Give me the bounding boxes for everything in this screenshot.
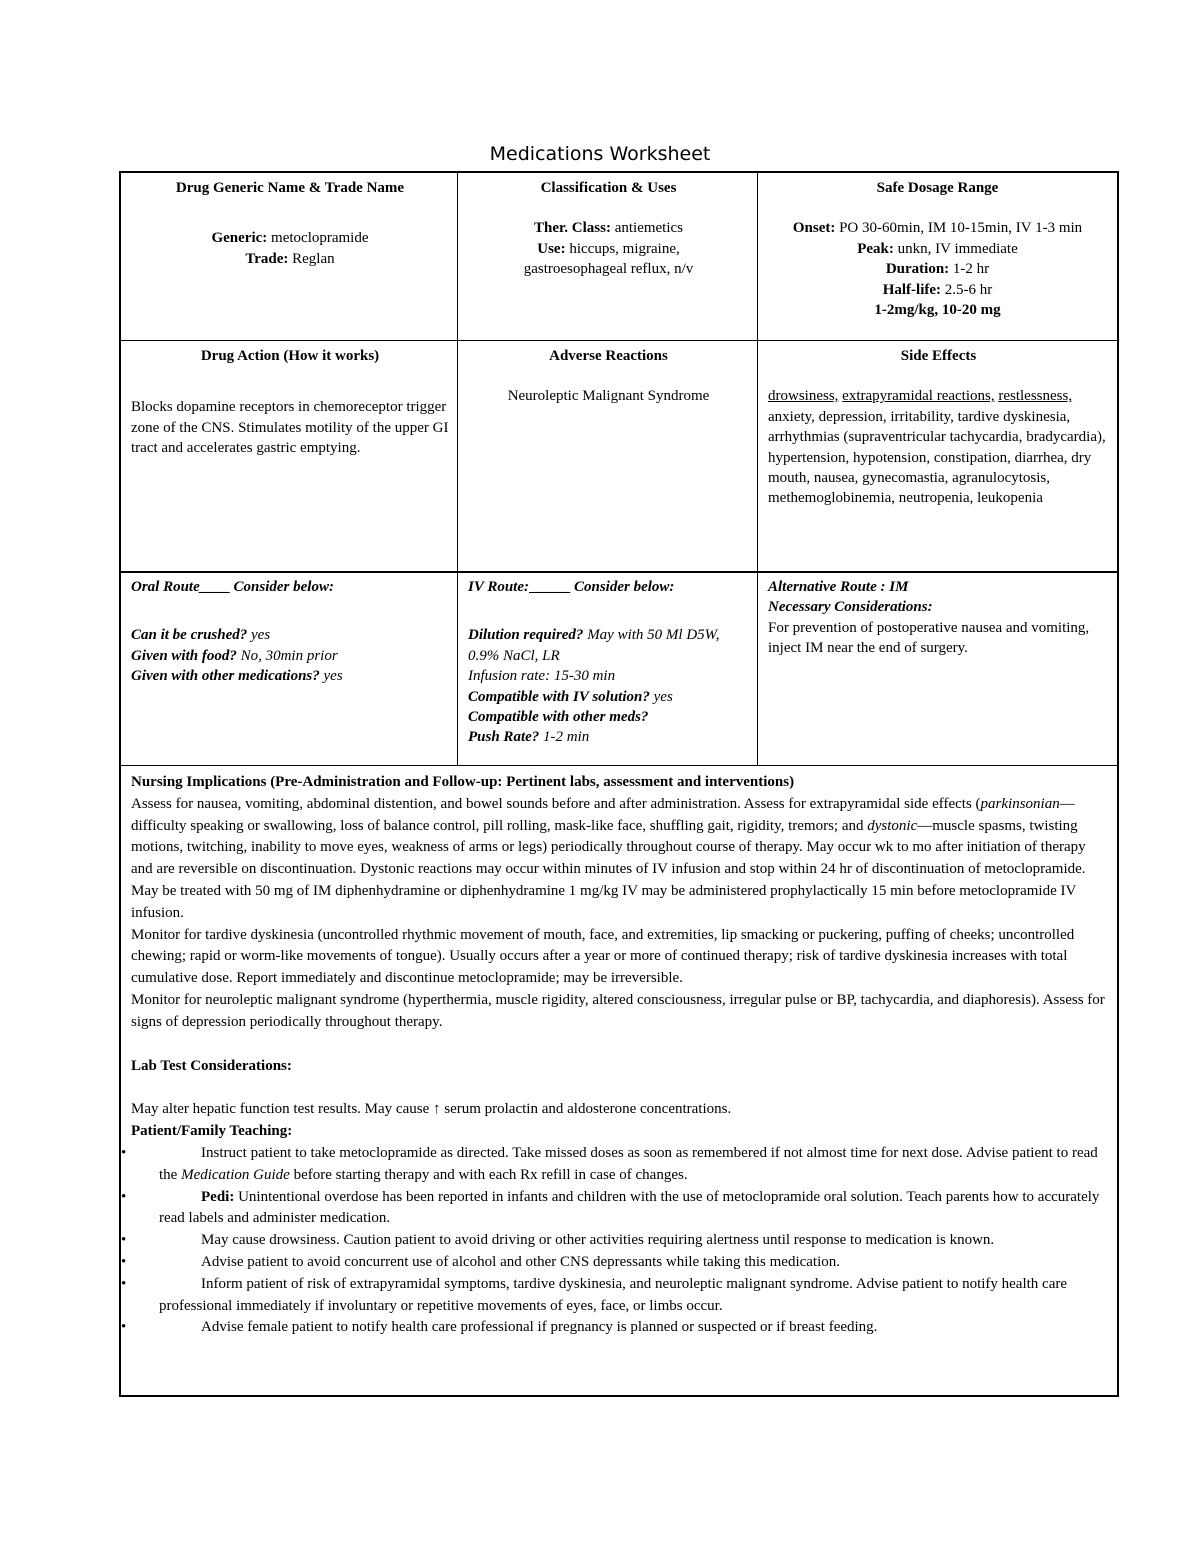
bullet: •: [121, 1232, 127, 1249]
teaching-text: Advise patient to avoid concurrent use of alcohol and other CNS depressants while taking this medication.: [201, 1253, 841, 1270]
page-title: Medications Worksheet: [489, 143, 711, 165]
iv-route-cell: [458, 572, 757, 765]
side-effect-underlined: drowsiness,: [768, 388, 839, 405]
list-item: [121, 1187, 1111, 1231]
lab-text: May alter hepatic function test results. May cause ↑ serum prolactin and aldosterone concentrations.: [131, 1101, 732, 1118]
cell-header: Adverse Reactions: [549, 348, 668, 364]
adverse-reactions-text: Neuroleptic Malignant Syndrome: [507, 388, 710, 405]
consider-below: Consider below:: [570, 579, 675, 595]
compat-iv-value: yes: [649, 688, 673, 705]
halflife-value: 2.5-6 hr: [941, 281, 993, 298]
meds-value: yes: [319, 668, 343, 685]
list-item: [121, 1230, 1111, 1252]
dilution-label: Dilution required?: [468, 627, 584, 644]
iv-route-blank: _____: [529, 579, 571, 595]
onset-label: Onset:: [792, 220, 836, 237]
consider-below: Consider below:: [229, 579, 334, 595]
meds-label: Given with other medications?: [131, 668, 320, 685]
duration-value: 1-2 hr: [949, 261, 990, 278]
classification-cell: [458, 173, 757, 340]
row-divider: [121, 765, 1117, 766]
bullet: •: [121, 1253, 127, 1270]
nursing-text: Assess for nausea, vomiting, abdominal distention, and bowel sounds before and after administration. Assess for extrapyramidal side effects (: [131, 795, 981, 812]
medication-table: [119, 171, 1119, 1397]
side-effects-cell: [758, 341, 1117, 571]
adverse-reactions-cell: [458, 341, 757, 571]
list-item: [121, 1252, 1111, 1274]
alternative-route-label: Alternative Route : IM: [768, 579, 909, 595]
cell-header: Side Effects: [900, 348, 977, 364]
nursing-text: —difficulty speaking or swallowing, loss of balance control, pill rolling, mask-like face, shuffling gait, rigidity, tremors; and: [131, 795, 1075, 834]
push-value: 1-2 min: [539, 729, 590, 746]
alternative-route-text: For prevention of postoperative nausea and vomiting, inject IM near the end of surgery.: [768, 619, 1090, 657]
nursing-term: dystonic: [867, 817, 918, 834]
crush-label: Can it be crushed?: [131, 627, 248, 644]
infusion-rate: Infusion rate: 15-30 min: [468, 668, 616, 685]
use-value: hiccups, migraine,: [565, 240, 680, 257]
teaching-text: before starting therapy and with each Rx refill in case of changes.: [289, 1166, 688, 1183]
nursing-text: Monitor for neuroleptic malignant syndrome (hyperthermia, muscle rigidity, altered consciousness, irregular pulse or BP, tachycardia, and diaphoresis). Assess for signs of depression periodically throughout therapy.: [131, 991, 1105, 1030]
cell-header: Drug Generic Name & Trade Name: [175, 180, 405, 196]
teaching-text: May cause drowsiness. Caution patient to avoid driving or other activities requiring alertness until response to medication is known.: [201, 1232, 995, 1249]
lab-header: Lab Test Considerations:: [131, 1057, 292, 1074]
drug-action-cell: [121, 341, 457, 571]
dilution-value: May with 50 Ml D5W, 0.9% NaCl, LR: [468, 627, 720, 664]
generic-label: Generic:: [211, 230, 268, 247]
food-label: Given with food?: [131, 647, 237, 664]
trade-label: Trade:: [245, 250, 289, 267]
bullet: •: [121, 1275, 127, 1292]
oral-route-cell: [121, 572, 457, 765]
teaching-text: Advise female patient to notify health care professional if pregnancy is planned or suspected or if breast feeding.: [201, 1319, 878, 1336]
nursing-text: Monitor for tardive dyskinesia (uncontrolled rhythmic movement of mouth, face, and extremities, lip smacking or puckering, puffing of cheeks; uncontrolled chewing; rapid or worm-like movements of tongue). Usually occurs after a year or more of continued therapy; risk of tardive dyskinesia increases with total cumulative dose. Report immediately and discontinue metoclopramide; may be irreversible.: [131, 926, 1075, 987]
crush-value: yes: [247, 627, 271, 644]
peak-label: Peak:: [857, 240, 894, 257]
teaching-term: Medication Guide: [181, 1166, 290, 1183]
peak-value: unkn, IV immediate: [893, 240, 1018, 257]
use-value-continued: gastroesophageal reflux, n/v: [523, 261, 694, 278]
use-label: Use:: [537, 240, 566, 257]
trade-value: Reglan: [288, 250, 335, 267]
bullet: •: [121, 1144, 127, 1161]
iv-route-label: IV Route:: [468, 579, 529, 595]
pedi-label: Pedi:: [201, 1188, 235, 1205]
nursing-header: Nursing Implications (Pre-Administration and Follow-up: Pertinent labs, assessment and interventions): [131, 774, 795, 790]
drug-action-text: Blocks dopamine receptors in chemoreceptor trigger zone of the CNS. Stimulates motility of the upper GI tract and accelerates gastric emptying.: [131, 399, 449, 457]
teaching-text: Inform patient of risk of extrapyramidal symptoms, tardive dyskinesia, and neuroleptic malignant syndrome. Advise patient to notify health care professional immediately if involuntary or repetitive movements of eyes, face, or limbs occur.: [159, 1275, 1068, 1314]
necessary-considerations-label: Necessary Considerations:: [768, 599, 933, 616]
bullet: •: [121, 1319, 127, 1336]
oral-route-label: Oral Route: [131, 579, 200, 595]
nursing-implications-cell: [121, 767, 1117, 1395]
onset-value: PO 30-60min, IM 10-15min, IV 1-3 min: [835, 220, 1083, 237]
dosage-cell: [758, 173, 1117, 340]
compat-meds-label: Compatible with other meds?: [468, 709, 649, 726]
list-item: [121, 1317, 1111, 1339]
teaching-list: [121, 1143, 1111, 1339]
teaching-header: Patient/Family Teaching:: [131, 1123, 293, 1140]
duration-label: Duration:: [885, 261, 950, 278]
cell-header: Classification & Uses: [540, 180, 677, 196]
oral-route-blank: ____: [199, 579, 230, 595]
compat-iv-label: Compatible with IV solution?: [468, 688, 650, 705]
class-label: Ther. Class:: [533, 220, 611, 237]
side-effect-underlined: extrapyramidal reactions,: [842, 388, 995, 405]
food-value: No, 30min prior: [236, 647, 338, 664]
list-item: [121, 1143, 1111, 1187]
dose-value: 1-2mg/kg, 10-20 mg: [874, 302, 1001, 319]
teaching-text: Instruct patient to take metoclopramide as directed. Take missed doses as soon as remembered if not almost time for next dose. Advise patient to read the: [159, 1144, 1098, 1183]
alternative-route-cell: [758, 572, 1117, 765]
side-effects-text: anxiety, depression, irritability, tardive dyskinesia, arrhythmias (supraventricular tachycardia, bradycardia), hypertension, hypotension, constipation, diarrhea, dry mouth, nausea, gynecomastia, agranulocytosis, methemoglobinemia, neutropenia, leukopenia: [768, 408, 1106, 507]
bullet: •: [121, 1188, 127, 1205]
nursing-term: parkinsonian: [980, 795, 1060, 812]
class-value: antiemetics: [610, 220, 684, 237]
list-item: [121, 1274, 1111, 1318]
side-effect-underlined: restlessness,: [998, 388, 1073, 405]
nursing-text: —muscle spasms, twisting motions, twitching, inability to move eyes, weakness of arms or legs) periodically throughout course of therapy. May occur wk to mo after initiation of therapy and are reversible on discontinuation. Dystonic reactions may occur within minutes of IV infusion and stop within 24 hr of discontinuation of metoclopramide. May be treated with 50 mg of IM diphenhydramine or diphenhydramine 1 mg/kg IV may be administered prophylactically 15 min before metoclopramide IV infusion.: [131, 817, 1086, 921]
cell-header: Safe Dosage Range: [876, 180, 999, 196]
drug-name-cell: [121, 173, 457, 340]
cell-header: Drug Action (How it works): [200, 348, 380, 364]
halflife-label: Half-life:: [882, 281, 942, 298]
generic-value: metoclopramide: [267, 230, 369, 247]
push-label: Push Rate?: [468, 729, 540, 746]
teaching-text: Unintentional overdose has been reported in infants and children with the use of metoclopramide oral solution. Teach parents how to accurately read labels and administer medication.: [159, 1188, 1100, 1227]
